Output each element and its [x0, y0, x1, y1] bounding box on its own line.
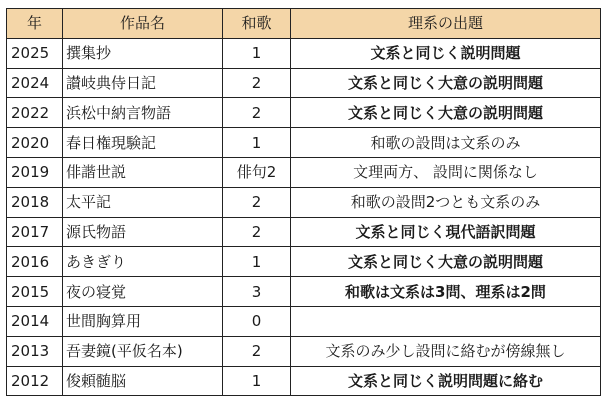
- cell-waka: 2: [223, 187, 291, 217]
- table-row: [7, 98, 601, 128]
- cell-waka: 0: [223, 306, 291, 336]
- table-row: [7, 217, 601, 247]
- cell-year: 2022: [7, 98, 63, 128]
- cell-note: 文系と同じく現代語訳問題: [291, 217, 601, 247]
- cell-year: 2017: [7, 217, 63, 247]
- cell-title: 讃岐典侍日記: [63, 68, 223, 98]
- cell-note: 和歌は文系は3問、理系は2問: [291, 277, 601, 307]
- cell-note: 文系と同じく説明問題: [291, 38, 601, 68]
- table-row: [7, 38, 601, 68]
- cell-waka: 2: [223, 217, 291, 247]
- cell-note: 文系と同じく大意の説明問題: [291, 68, 601, 98]
- cell-year: 2016: [7, 247, 63, 277]
- cell-year: 2024: [7, 68, 63, 98]
- waka-question-table: [6, 8, 601, 396]
- cell-waka: 1: [223, 247, 291, 277]
- cell-title: 吾妻鏡(平仮名本): [63, 336, 223, 366]
- cell-year: 2025: [7, 38, 63, 68]
- table-row: [7, 157, 601, 187]
- cell-year: 2012: [7, 366, 63, 396]
- header-waka: 和歌: [223, 9, 291, 39]
- cell-year: 2020: [7, 128, 63, 158]
- cell-note: 文理両方、 設問に関係なし: [291, 157, 601, 187]
- header-title: 作品名: [63, 9, 223, 39]
- cell-title: 俳諧世説: [63, 157, 223, 187]
- cell-title: 浜松中納言物語: [63, 98, 223, 128]
- cell-year: 2014: [7, 306, 63, 336]
- cell-year: 2018: [7, 187, 63, 217]
- cell-title: 夜の寝覚: [63, 277, 223, 307]
- cell-waka: 1: [223, 128, 291, 158]
- cell-title: 太平記: [63, 187, 223, 217]
- header-note: 理系の出題: [291, 9, 601, 39]
- table-row: [7, 247, 601, 277]
- cell-title: 世間胸算用: [63, 306, 223, 336]
- header-row: [7, 9, 601, 39]
- cell-waka: 俳句2: [223, 157, 291, 187]
- cell-waka: 1: [223, 366, 291, 396]
- cell-waka: 1: [223, 38, 291, 68]
- cell-note: 文系のみ少し設問に絡むが傍線無し: [291, 336, 601, 366]
- table-row: [7, 277, 601, 307]
- table-row: [7, 187, 601, 217]
- table-row: [7, 128, 601, 158]
- cell-title: 源氏物語: [63, 217, 223, 247]
- cell-title: 俊頼髄脳: [63, 366, 223, 396]
- header-year: 年: [7, 9, 63, 39]
- cell-year: 2019: [7, 157, 63, 187]
- cell-note: [291, 306, 601, 336]
- cell-note: 文系と同じく説明問題に絡む: [291, 366, 601, 396]
- table-row: [7, 366, 601, 396]
- cell-note: 和歌の設問2つとも文系のみ: [291, 187, 601, 217]
- cell-title: 春日権現験記: [63, 128, 223, 158]
- cell-waka: 2: [223, 336, 291, 366]
- cell-title: 撰集抄: [63, 38, 223, 68]
- cell-note: 文系と同じく大意の説明問題: [291, 247, 601, 277]
- cell-waka: 3: [223, 277, 291, 307]
- cell-waka: 2: [223, 68, 291, 98]
- table-row: [7, 68, 601, 98]
- table-row: [7, 306, 601, 336]
- cell-year: 2013: [7, 336, 63, 366]
- table-row: [7, 336, 601, 366]
- cell-note: 和歌の設問は文系のみ: [291, 128, 601, 158]
- cell-waka: 2: [223, 98, 291, 128]
- cell-year: 2015: [7, 277, 63, 307]
- cell-title: あきぎり: [63, 247, 223, 277]
- cell-note: 文系と同じく大意の説明問題: [291, 98, 601, 128]
